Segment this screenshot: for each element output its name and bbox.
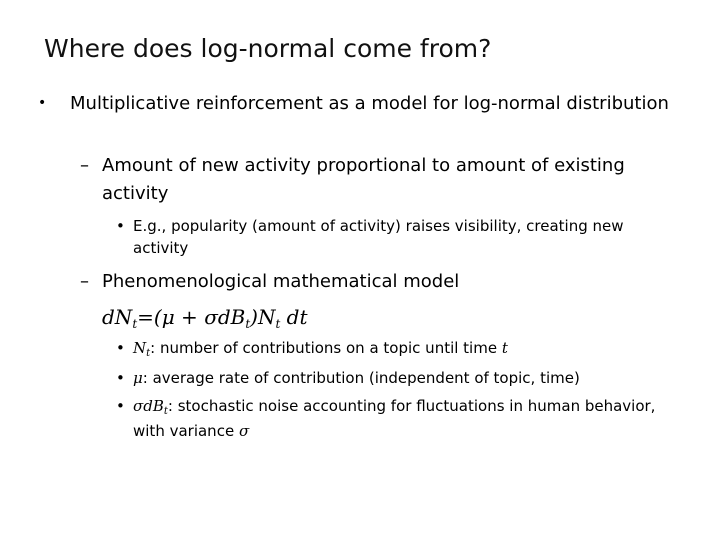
def-symbol: σdB xyxy=(133,397,164,415)
def-desc: : average rate of contribution (independent of topic, time) xyxy=(142,369,580,387)
def-symbol-sub: t xyxy=(146,348,151,359)
subsub-text: E.g., popularity (amount of activity) raises visibility, creating new activity xyxy=(133,217,624,257)
formula-dt: dt xyxy=(280,305,308,329)
slide-title: Where does log-normal come from? xyxy=(44,34,492,63)
formula-sigma: σ xyxy=(204,305,218,329)
def-text xyxy=(133,395,678,442)
def-tail: σ xyxy=(238,422,250,440)
def-symbol: N xyxy=(133,339,147,357)
formula-plus: + xyxy=(174,305,205,329)
def-symbol: μ xyxy=(133,369,143,387)
formula-dN: dN xyxy=(102,305,133,329)
formula-close: )N xyxy=(250,305,276,329)
bullet-icon: • xyxy=(116,397,125,415)
sde-formula xyxy=(102,302,308,335)
bullet-icon: • xyxy=(116,217,125,235)
bullet-icon: • xyxy=(38,95,47,111)
dash-icon: – xyxy=(80,271,89,292)
formula-sub-t: t xyxy=(245,317,251,331)
subbullet-text: Amount of new activity proportional to amount of existing activity xyxy=(102,155,625,204)
def-text xyxy=(133,337,678,362)
formula-eq: =( xyxy=(137,305,162,329)
def-symbol-sub: t xyxy=(163,406,168,417)
def-desc: : number of contributions on a topic until time xyxy=(150,339,502,357)
formula-mu: μ xyxy=(161,305,175,329)
formula-sub-t: t xyxy=(275,317,281,331)
dash-icon: – xyxy=(80,155,89,176)
subbullet-text: Phenomenological mathematical model xyxy=(102,271,460,292)
bullet-text: Multiplicative reinforcement as a model for log-normal distribution xyxy=(70,93,669,114)
formula-sub-t: t xyxy=(132,317,138,331)
def-desc: : stochastic noise accounting for fluctuations in human behavior, with variance xyxy=(133,397,656,440)
def-text xyxy=(133,367,678,389)
bullet-icon: • xyxy=(116,369,125,387)
bullet-icon: • xyxy=(116,339,125,357)
formula-dB: dB xyxy=(217,305,246,329)
def-tail: t xyxy=(501,339,508,357)
